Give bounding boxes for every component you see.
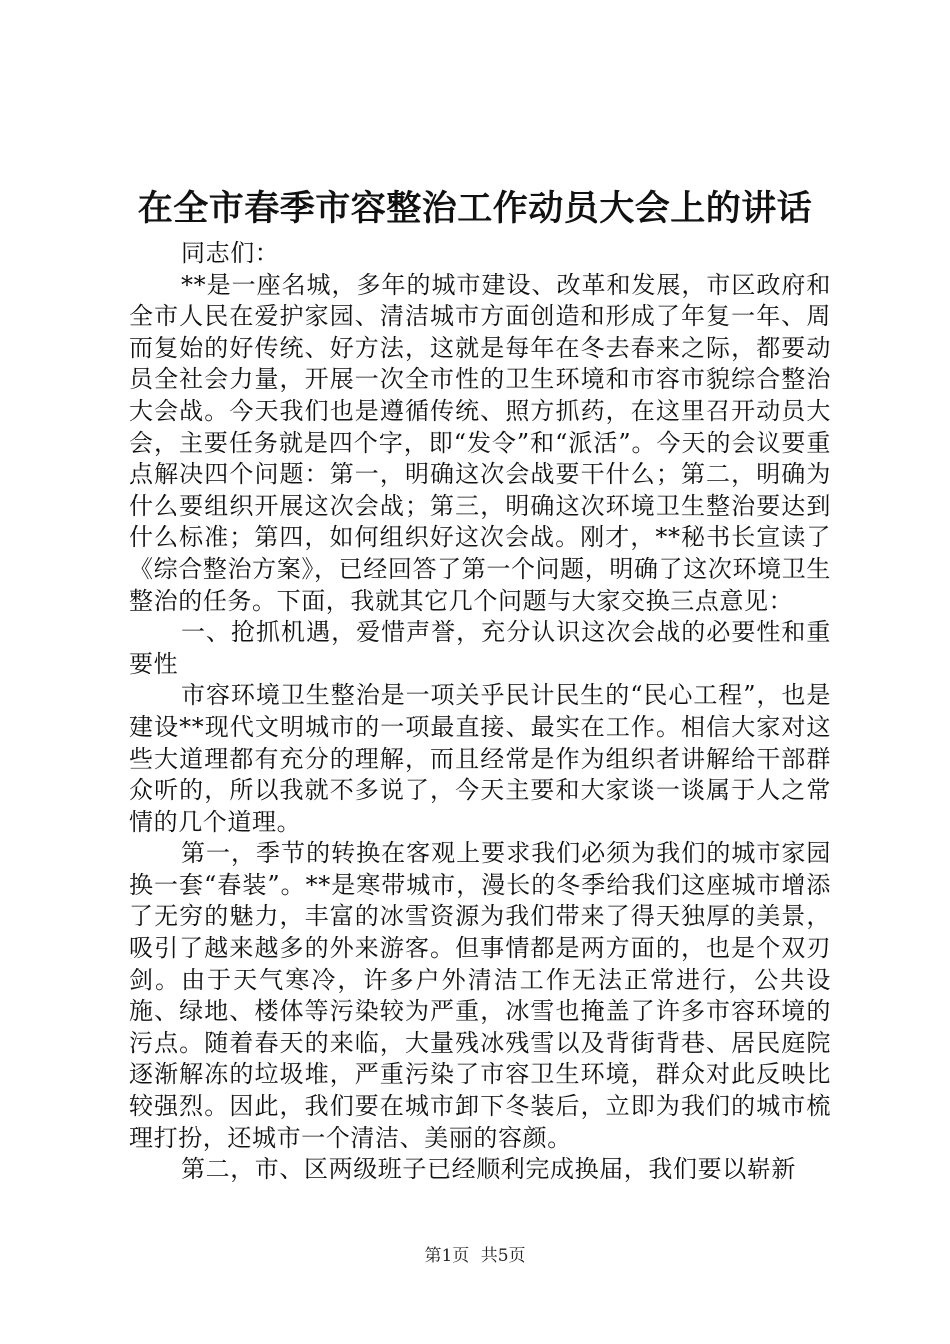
section-heading: 一、抢抓机遇，爱惜声誉，充分认识这次会战的必要性和重要性 — [129, 618, 831, 678]
page-footer — [0, 1244, 950, 1268]
salutation: 同志们： — [181, 239, 280, 267]
paragraph: 第一，季节的转换在客观上要求我们必须为我们的城市家园换一套“春装”。**是寒带城市，漫长的冬季给我们这座城市增添了无穷的魅力，丰富的冰雪资源为我们带来了得天独厚的美景，吸引了越来越多的外来游客。但事情都是两方面的，也是个双刃剑。由于天气寒冷，许多户外清洁工作无法正常进行，公共设施、绿地、楼体等污染较为严重，冰雪也掩盖了许多市容环境的污点。随着春天的来临，大量残冰残雪以及背街背巷、居民庭院逐渐解冻的垃圾堆，严重污染了市容卫生环境，群众对此反映比较强烈。因此，我们要在城市卸下冬装后，立即为我们的城市梳理打扮，还城市一个清洁、美丽的容颜。 — [129, 839, 831, 1152]
document-title: 在全市春季市容整治工作动员大会上的讲话 — [137, 188, 813, 229]
paragraph: 第二，市、区两级班子已经顺利完成换届，我们要以崭新 — [181, 1155, 796, 1184]
page-total: 共5页 — [480, 1246, 526, 1266]
paragraph: **是一座名城，多年的城市建设、改革和发展，市区政府和全市人民在爱护家园、清洁城市方面创造和形成了年复一年、周而复始的好传统、好方法，这就是每年在冬去春来之际，都要动员全社会力量，开展一次全市性的卫生环境和市容市貌综合整治大会战。今天我们也是遵循传统、照方抓药，在这里召开动员大会，主要任务就是四个字，即“发令”和“派活”。今天的会议要重点解决四个问题：第一，明确这次会战要干什么；第二，明确为什么要组织开展这次会战；第三，明确这次环境卫生整治要达到什么标准；第四，如何组织好这次会战。刚才，**秘书长宣读了《综合整治方案》，已经回答了第一个问题，明确了这次环境卫生整治的任务。下面，我就其它几个问题与大家交换三点意见： — [129, 270, 831, 615]
document-body — [129, 238, 831, 1186]
paragraph: 市容环境卫生整治是一项关乎民计民生的“民心工程”，也是建设**现代文明城市的一项最直接、最实在工作。相信大家对这些大道理都有充分的理解，而且经常是作为组织者讲解给干部群众听的，所以我就不多说了，今天主要和大家谈一谈属于人之常情的几个道理。 — [129, 681, 831, 836]
page-number: 第1页 — [424, 1246, 470, 1266]
